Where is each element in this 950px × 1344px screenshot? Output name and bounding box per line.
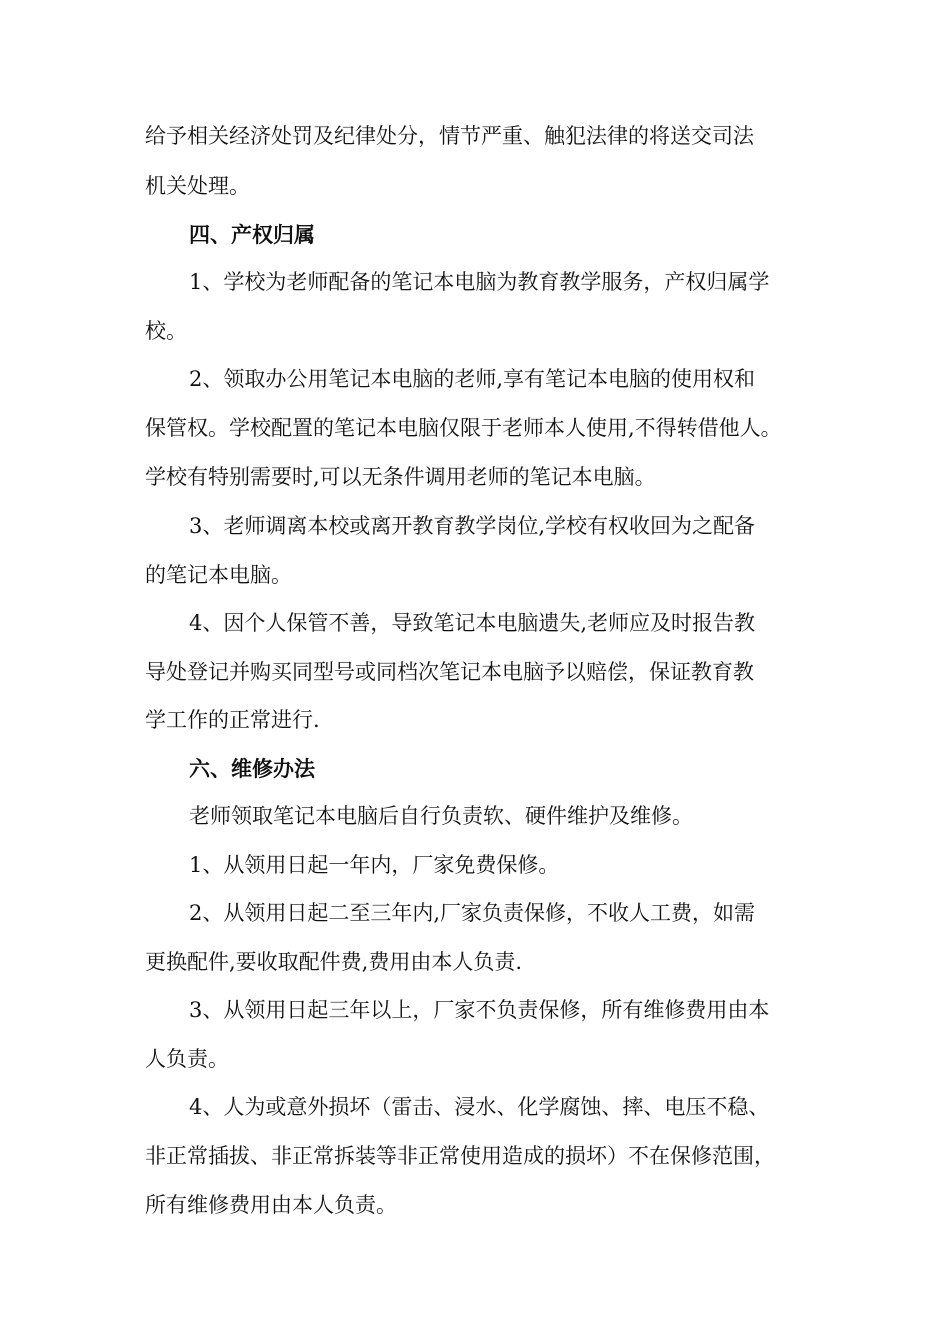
paragraph-line: 1、从领用日起一年内，厂家免费保修。 (189, 853, 560, 877)
paragraph-line: 3、从领用日起三年以上，厂家不负责保修，所有维修费用由本 (189, 998, 770, 1022)
section-heading-property: 四、产权归属 (189, 222, 315, 247)
paragraph-line: 学工作的正常进行. (145, 708, 320, 732)
paragraph-line: 给予相关经济处罚及纪律处分，情节严重、触犯法律的将送交司法 (145, 124, 754, 148)
paragraph-line: 2、领取办公用笔记本电脑的老师,享有笔记本电脑的使用权和 (189, 367, 756, 391)
paragraph-line: 老师领取笔记本电脑后自行负责软、硬件维护及维修。 (189, 804, 693, 828)
paragraph-line: 3、老师调离本校或离开教育教学岗位,学校有权收回为之配备 (189, 514, 756, 538)
paragraph-line: 学校有特别需要时,可以无条件调用老师的笔记本电脑。 (145, 465, 656, 489)
paragraph-line: 导处登记并购买同型号或同档次笔记本电脑予以赔偿，保证教育教 (145, 660, 754, 684)
paragraph-line: 的笔记本电脑。 (145, 563, 292, 587)
paragraph-line: 机关处理。 (145, 174, 250, 198)
paragraph-line: 校。 (145, 319, 187, 343)
paragraph-line: 更换配件,要收取配件费,费用由本人负责. (145, 950, 523, 974)
paragraph-line: 4、因个人保管不善，导致笔记本电脑遗失,老师应及时报告教 (189, 611, 756, 635)
paragraph-line: 所有维修费用由本人负责。 (145, 1193, 397, 1217)
paragraph-line: 1、学校为老师配备的笔记本电脑为教育教学服务，产权归属学 (189, 270, 770, 294)
paragraph-line: 4、人为或意外损坏（雷击、浸水、化学腐蚀、摔、电压不稳、 (189, 1095, 770, 1119)
paragraph-line: 非正常插拔、非正常拆装等非正常使用造成的损坏）不在保修范围， (145, 1144, 775, 1168)
section-heading-repair: 六、维修办法 (189, 756, 315, 781)
paragraph-line: 保管权。学校配置的笔记本电脑仅限于老师本人使用,不得转借他人。 (145, 416, 782, 440)
paragraph-line: 2、从领用日起二至三年内,厂家负责保修，不收人工费，如需 (189, 901, 756, 925)
paragraph-line: 人负责。 (145, 1047, 229, 1071)
